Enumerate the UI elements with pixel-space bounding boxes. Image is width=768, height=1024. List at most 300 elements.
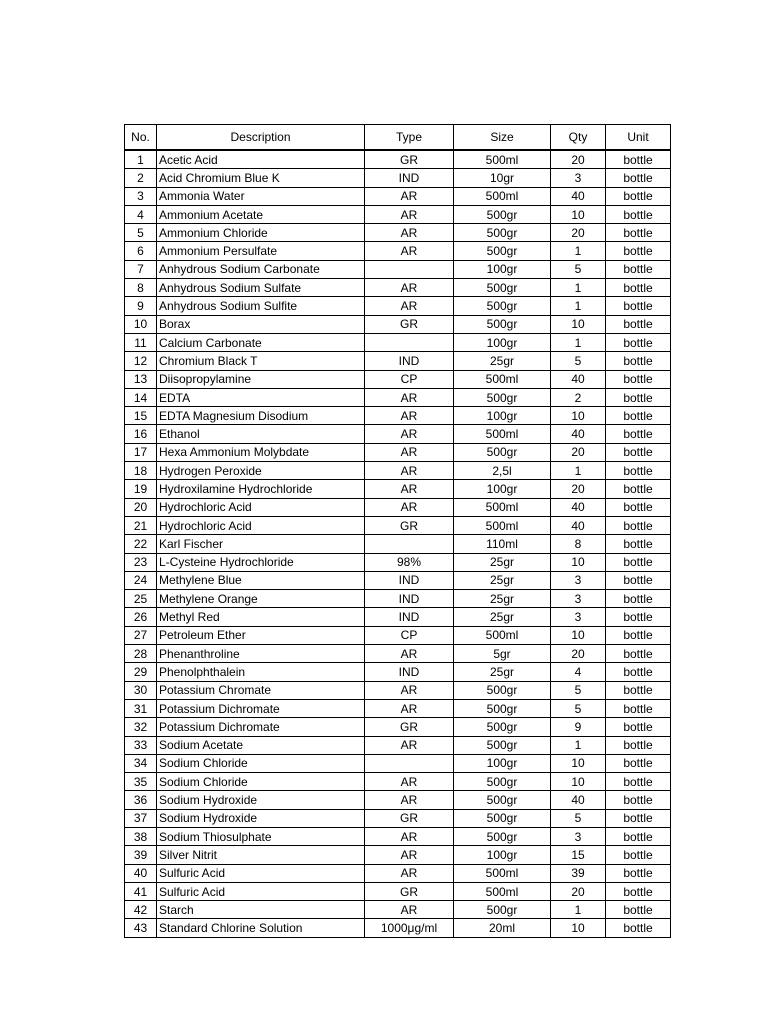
cell-description: Ammonium Acetate bbox=[157, 205, 365, 223]
cell-type: AR bbox=[365, 279, 454, 297]
cell-description: Sulfuric Acid bbox=[157, 864, 365, 882]
cell-no: 20 bbox=[125, 498, 157, 516]
cell-type: GR bbox=[365, 809, 454, 827]
cell-no: 26 bbox=[125, 608, 157, 626]
cell-unit: bottle bbox=[606, 571, 671, 589]
cell-type bbox=[365, 333, 454, 351]
cell-unit: bottle bbox=[606, 187, 671, 205]
cell-description: Acid Chromium Blue K bbox=[157, 169, 365, 187]
cell-size: 500gr bbox=[454, 809, 551, 827]
cell-description: Anhydrous Sodium Sulfate bbox=[157, 279, 365, 297]
table-row bbox=[125, 388, 671, 406]
cell-unit: bottle bbox=[606, 773, 671, 791]
cell-qty: 4 bbox=[551, 663, 606, 681]
table-row bbox=[125, 370, 671, 388]
cell-size: 110ml bbox=[454, 535, 551, 553]
table-row bbox=[125, 754, 671, 772]
cell-type: AR bbox=[365, 498, 454, 516]
cell-no: 2 bbox=[125, 169, 157, 187]
cell-qty: 40 bbox=[551, 425, 606, 443]
cell-unit: bottle bbox=[606, 480, 671, 498]
table-row bbox=[125, 846, 671, 864]
cell-type: AR bbox=[365, 864, 454, 882]
table-row bbox=[125, 590, 671, 608]
cell-type: GR bbox=[365, 718, 454, 736]
cell-unit: bottle bbox=[606, 699, 671, 717]
cell-unit: bottle bbox=[606, 626, 671, 644]
cell-description: Starch bbox=[157, 901, 365, 919]
table-row bbox=[125, 901, 671, 919]
cell-description: Ethanol bbox=[157, 425, 365, 443]
cell-no: 22 bbox=[125, 535, 157, 553]
table-row bbox=[125, 809, 671, 827]
cell-size: 500ml bbox=[454, 516, 551, 534]
cell-description: Hydrochloric Acid bbox=[157, 516, 365, 534]
header-qty: Qty bbox=[551, 125, 606, 151]
cell-size: 500gr bbox=[454, 699, 551, 717]
table-row bbox=[125, 663, 671, 681]
cell-description: Calcium Carbonate bbox=[157, 333, 365, 351]
header-row bbox=[125, 125, 671, 151]
header-unit: Unit bbox=[606, 125, 671, 151]
cell-no: 29 bbox=[125, 663, 157, 681]
table-row bbox=[125, 699, 671, 717]
cell-type: AR bbox=[365, 773, 454, 791]
cell-unit: bottle bbox=[606, 224, 671, 242]
table-row bbox=[125, 791, 671, 809]
cell-qty: 20 bbox=[551, 882, 606, 900]
cell-size: 20ml bbox=[454, 919, 551, 937]
cell-no: 9 bbox=[125, 297, 157, 315]
cell-qty: 10 bbox=[551, 773, 606, 791]
cell-description: Ammonium Persulfate bbox=[157, 242, 365, 260]
cell-size: 500gr bbox=[454, 773, 551, 791]
cell-type bbox=[365, 260, 454, 278]
cell-no: 41 bbox=[125, 882, 157, 900]
cell-no: 21 bbox=[125, 516, 157, 534]
cell-description: Sodium Hydroxide bbox=[157, 809, 365, 827]
cell-size: 10gr bbox=[454, 169, 551, 187]
cell-qty: 10 bbox=[551, 919, 606, 937]
table-row bbox=[125, 297, 671, 315]
cell-unit: bottle bbox=[606, 681, 671, 699]
table-row bbox=[125, 919, 671, 937]
cell-description: Sodium Chloride bbox=[157, 773, 365, 791]
cell-unit: bottle bbox=[606, 736, 671, 754]
cell-qty: 10 bbox=[551, 754, 606, 772]
cell-qty: 10 bbox=[551, 553, 606, 571]
cell-no: 32 bbox=[125, 718, 157, 736]
cell-type: AR bbox=[365, 205, 454, 223]
cell-unit: bottle bbox=[606, 827, 671, 845]
cell-no: 42 bbox=[125, 901, 157, 919]
cell-description: Chromium Black T bbox=[157, 352, 365, 370]
cell-unit: bottle bbox=[606, 352, 671, 370]
cell-no: 4 bbox=[125, 205, 157, 223]
cell-type: AR bbox=[365, 297, 454, 315]
cell-description: L-Cysteine Hydrochloride bbox=[157, 553, 365, 571]
table-row bbox=[125, 571, 671, 589]
cell-no: 24 bbox=[125, 571, 157, 589]
cell-no: 16 bbox=[125, 425, 157, 443]
cell-no: 15 bbox=[125, 407, 157, 425]
cell-no: 34 bbox=[125, 754, 157, 772]
cell-no: 18 bbox=[125, 462, 157, 480]
cell-size: 500gr bbox=[454, 315, 551, 333]
cell-size: 500gr bbox=[454, 205, 551, 223]
cell-qty: 20 bbox=[551, 480, 606, 498]
cell-unit: bottle bbox=[606, 608, 671, 626]
table-row bbox=[125, 425, 671, 443]
cell-size: 25gr bbox=[454, 590, 551, 608]
cell-qty: 1 bbox=[551, 901, 606, 919]
cell-description: Ammonium Chloride bbox=[157, 224, 365, 242]
table-row bbox=[125, 480, 671, 498]
cell-size: 100gr bbox=[454, 480, 551, 498]
cell-unit: bottle bbox=[606, 260, 671, 278]
cell-no: 11 bbox=[125, 333, 157, 351]
cell-type: AR bbox=[365, 645, 454, 663]
table-body bbox=[125, 150, 671, 937]
cell-unit: bottle bbox=[606, 443, 671, 461]
cell-size: 100gr bbox=[454, 407, 551, 425]
cell-description: Anhydrous Sodium Sulfite bbox=[157, 297, 365, 315]
cell-type: IND bbox=[365, 590, 454, 608]
cell-description: Anhydrous Sodium Carbonate bbox=[157, 260, 365, 278]
table-row bbox=[125, 187, 671, 205]
cell-size: 2,5l bbox=[454, 462, 551, 480]
cell-no: 7 bbox=[125, 260, 157, 278]
cell-unit: bottle bbox=[606, 864, 671, 882]
cell-qty: 10 bbox=[551, 407, 606, 425]
cell-qty: 40 bbox=[551, 516, 606, 534]
cell-qty: 3 bbox=[551, 571, 606, 589]
cell-unit: bottle bbox=[606, 882, 671, 900]
cell-description: Sodium Chloride bbox=[157, 754, 365, 772]
cell-size: 25gr bbox=[454, 553, 551, 571]
table-row bbox=[125, 333, 671, 351]
cell-qty: 10 bbox=[551, 205, 606, 223]
cell-description: Hexa Ammonium Molybdate bbox=[157, 443, 365, 461]
cell-type: GR bbox=[365, 150, 454, 169]
cell-no: 6 bbox=[125, 242, 157, 260]
cell-unit: bottle bbox=[606, 498, 671, 516]
cell-description: Phenanthroline bbox=[157, 645, 365, 663]
cell-no: 30 bbox=[125, 681, 157, 699]
cell-type: AR bbox=[365, 443, 454, 461]
table-row bbox=[125, 315, 671, 333]
cell-type: 98% bbox=[365, 553, 454, 571]
table-header bbox=[125, 125, 671, 151]
table-row bbox=[125, 462, 671, 480]
cell-description: EDTA Magnesium Disodium bbox=[157, 407, 365, 425]
cell-qty: 9 bbox=[551, 718, 606, 736]
cell-type: AR bbox=[365, 480, 454, 498]
cell-qty: 5 bbox=[551, 260, 606, 278]
cell-type: IND bbox=[365, 663, 454, 681]
cell-unit: bottle bbox=[606, 169, 671, 187]
cell-no: 5 bbox=[125, 224, 157, 242]
cell-type: GR bbox=[365, 315, 454, 333]
cell-description: Hydrochloric Acid bbox=[157, 498, 365, 516]
cell-size: 500gr bbox=[454, 224, 551, 242]
cell-qty: 10 bbox=[551, 626, 606, 644]
cell-size: 500gr bbox=[454, 279, 551, 297]
table-row bbox=[125, 718, 671, 736]
table-row bbox=[125, 260, 671, 278]
cell-size: 500gr bbox=[454, 901, 551, 919]
cell-qty: 1 bbox=[551, 333, 606, 351]
cell-type: GR bbox=[365, 882, 454, 900]
cell-description: Karl Fischer bbox=[157, 535, 365, 553]
cell-description: Phenolphthalein bbox=[157, 663, 365, 681]
cell-size: 500gr bbox=[454, 297, 551, 315]
cell-qty: 8 bbox=[551, 535, 606, 553]
table-row bbox=[125, 535, 671, 553]
cell-description: Potassium Chromate bbox=[157, 681, 365, 699]
cell-qty: 5 bbox=[551, 352, 606, 370]
cell-qty: 5 bbox=[551, 681, 606, 699]
cell-size: 500gr bbox=[454, 388, 551, 406]
table-row bbox=[125, 827, 671, 845]
cell-qty: 10 bbox=[551, 315, 606, 333]
cell-no: 23 bbox=[125, 553, 157, 571]
cell-qty: 20 bbox=[551, 443, 606, 461]
cell-description: Ammonia Water bbox=[157, 187, 365, 205]
cell-unit: bottle bbox=[606, 150, 671, 169]
cell-unit: bottle bbox=[606, 553, 671, 571]
cell-no: 17 bbox=[125, 443, 157, 461]
cell-description: Hydrogen Peroxide bbox=[157, 462, 365, 480]
cell-description: EDTA bbox=[157, 388, 365, 406]
cell-type: GR bbox=[365, 516, 454, 534]
cell-unit: bottle bbox=[606, 425, 671, 443]
cell-size: 25gr bbox=[454, 352, 551, 370]
cell-size: 500gr bbox=[454, 681, 551, 699]
cell-no: 12 bbox=[125, 352, 157, 370]
cell-no: 33 bbox=[125, 736, 157, 754]
cell-qty: 5 bbox=[551, 699, 606, 717]
cell-description: Sulfuric Acid bbox=[157, 882, 365, 900]
cell-type bbox=[365, 754, 454, 772]
cell-size: 100gr bbox=[454, 754, 551, 772]
cell-type: AR bbox=[365, 407, 454, 425]
cell-type: AR bbox=[365, 388, 454, 406]
cell-description: Sodium Acetate bbox=[157, 736, 365, 754]
cell-no: 31 bbox=[125, 699, 157, 717]
cell-qty: 3 bbox=[551, 608, 606, 626]
cell-size: 25gr bbox=[454, 571, 551, 589]
cell-size: 500ml bbox=[454, 882, 551, 900]
cell-type: AR bbox=[365, 901, 454, 919]
cell-no: 3 bbox=[125, 187, 157, 205]
cell-unit: bottle bbox=[606, 754, 671, 772]
cell-no: 19 bbox=[125, 480, 157, 498]
cell-unit: bottle bbox=[606, 516, 671, 534]
table-row bbox=[125, 553, 671, 571]
cell-size: 500gr bbox=[454, 736, 551, 754]
cell-size: 500gr bbox=[454, 443, 551, 461]
cell-type: AR bbox=[365, 846, 454, 864]
cell-size: 500ml bbox=[454, 370, 551, 388]
table-row bbox=[125, 864, 671, 882]
header-description: Description bbox=[157, 125, 365, 151]
table-row bbox=[125, 407, 671, 425]
cell-no: 14 bbox=[125, 388, 157, 406]
table-row bbox=[125, 443, 671, 461]
cell-no: 13 bbox=[125, 370, 157, 388]
cell-qty: 1 bbox=[551, 462, 606, 480]
cell-no: 35 bbox=[125, 773, 157, 791]
cell-qty: 40 bbox=[551, 498, 606, 516]
cell-unit: bottle bbox=[606, 590, 671, 608]
table-row bbox=[125, 681, 671, 699]
cell-size: 5gr bbox=[454, 645, 551, 663]
cell-no: 25 bbox=[125, 590, 157, 608]
cell-no: 43 bbox=[125, 919, 157, 937]
cell-unit: bottle bbox=[606, 535, 671, 553]
cell-size: 500gr bbox=[454, 242, 551, 260]
cell-unit: bottle bbox=[606, 315, 671, 333]
cell-size: 500ml bbox=[454, 425, 551, 443]
cell-no: 37 bbox=[125, 809, 157, 827]
table-row bbox=[125, 242, 671, 260]
cell-qty: 3 bbox=[551, 827, 606, 845]
cell-type: AR bbox=[365, 242, 454, 260]
cell-type: CP bbox=[365, 626, 454, 644]
cell-description: Standard Chlorine Solution bbox=[157, 919, 365, 937]
cell-type: IND bbox=[365, 571, 454, 589]
cell-type: AR bbox=[365, 425, 454, 443]
cell-qty: 2 bbox=[551, 388, 606, 406]
cell-type: AR bbox=[365, 827, 454, 845]
cell-type: AR bbox=[365, 791, 454, 809]
cell-type: IND bbox=[365, 352, 454, 370]
cell-no: 28 bbox=[125, 645, 157, 663]
cell-unit: bottle bbox=[606, 462, 671, 480]
cell-no: 1 bbox=[125, 150, 157, 169]
table-row bbox=[125, 516, 671, 534]
cell-unit: bottle bbox=[606, 242, 671, 260]
cell-qty: 40 bbox=[551, 187, 606, 205]
cell-unit: bottle bbox=[606, 645, 671, 663]
cell-unit: bottle bbox=[606, 370, 671, 388]
cell-no: 8 bbox=[125, 279, 157, 297]
cell-description: Acetic Acid bbox=[157, 150, 365, 169]
table-row bbox=[125, 279, 671, 297]
cell-type: AR bbox=[365, 699, 454, 717]
cell-size: 500ml bbox=[454, 150, 551, 169]
table-row bbox=[125, 736, 671, 754]
chemical-inventory-table bbox=[124, 124, 671, 938]
cell-description: Potassium Dichromate bbox=[157, 699, 365, 717]
table-row bbox=[125, 150, 671, 169]
cell-qty: 3 bbox=[551, 169, 606, 187]
table-row bbox=[125, 882, 671, 900]
cell-type: AR bbox=[365, 736, 454, 754]
table-row bbox=[125, 626, 671, 644]
cell-description: Silver Nitrit bbox=[157, 846, 365, 864]
cell-type: AR bbox=[365, 462, 454, 480]
cell-unit: bottle bbox=[606, 663, 671, 681]
cell-description: Sodium Thiosulphate bbox=[157, 827, 365, 845]
cell-no: 39 bbox=[125, 846, 157, 864]
cell-type: 1000μg/ml bbox=[365, 919, 454, 937]
cell-no: 40 bbox=[125, 864, 157, 882]
cell-size: 500ml bbox=[454, 626, 551, 644]
cell-description: Methylene Orange bbox=[157, 590, 365, 608]
cell-size: 500ml bbox=[454, 187, 551, 205]
cell-size: 500gr bbox=[454, 718, 551, 736]
header-type: Type bbox=[365, 125, 454, 151]
cell-unit: bottle bbox=[606, 718, 671, 736]
cell-unit: bottle bbox=[606, 919, 671, 937]
cell-qty: 20 bbox=[551, 150, 606, 169]
cell-size: 25gr bbox=[454, 608, 551, 626]
cell-unit: bottle bbox=[606, 297, 671, 315]
cell-unit: bottle bbox=[606, 333, 671, 351]
cell-description: Potassium Dichromate bbox=[157, 718, 365, 736]
cell-qty: 1 bbox=[551, 297, 606, 315]
cell-unit: bottle bbox=[606, 388, 671, 406]
cell-unit: bottle bbox=[606, 407, 671, 425]
cell-size: 500ml bbox=[454, 864, 551, 882]
table-row bbox=[125, 645, 671, 663]
cell-size: 100gr bbox=[454, 333, 551, 351]
cell-type: AR bbox=[365, 224, 454, 242]
table-row bbox=[125, 352, 671, 370]
cell-qty: 40 bbox=[551, 791, 606, 809]
cell-description: Methylene Blue bbox=[157, 571, 365, 589]
header-size: Size bbox=[454, 125, 551, 151]
cell-qty: 20 bbox=[551, 645, 606, 663]
table-row bbox=[125, 608, 671, 626]
cell-type: CP bbox=[365, 370, 454, 388]
cell-size: 100gr bbox=[454, 260, 551, 278]
cell-unit: bottle bbox=[606, 846, 671, 864]
cell-description: Petroleum Ether bbox=[157, 626, 365, 644]
cell-no: 38 bbox=[125, 827, 157, 845]
cell-size: 25gr bbox=[454, 663, 551, 681]
cell-qty: 40 bbox=[551, 370, 606, 388]
cell-type: IND bbox=[365, 608, 454, 626]
cell-size: 500gr bbox=[454, 791, 551, 809]
cell-description: Hydroxilamine Hydrochloride bbox=[157, 480, 365, 498]
cell-qty: 39 bbox=[551, 864, 606, 882]
cell-qty: 1 bbox=[551, 736, 606, 754]
cell-qty: 1 bbox=[551, 242, 606, 260]
cell-type: AR bbox=[365, 681, 454, 699]
cell-type: IND bbox=[365, 169, 454, 187]
table-row bbox=[125, 169, 671, 187]
table-row bbox=[125, 498, 671, 516]
header-no: No. bbox=[125, 125, 157, 151]
cell-size: 500ml bbox=[454, 498, 551, 516]
cell-qty: 5 bbox=[551, 809, 606, 827]
cell-size: 500gr bbox=[454, 827, 551, 845]
cell-qty: 1 bbox=[551, 279, 606, 297]
cell-description: Sodium Hydroxide bbox=[157, 791, 365, 809]
cell-qty: 15 bbox=[551, 846, 606, 864]
table-row bbox=[125, 224, 671, 242]
cell-description: Methyl Red bbox=[157, 608, 365, 626]
cell-size: 100gr bbox=[454, 846, 551, 864]
cell-qty: 20 bbox=[551, 224, 606, 242]
cell-description: Diisopropylamine bbox=[157, 370, 365, 388]
cell-unit: bottle bbox=[606, 901, 671, 919]
cell-no: 36 bbox=[125, 791, 157, 809]
cell-no: 10 bbox=[125, 315, 157, 333]
